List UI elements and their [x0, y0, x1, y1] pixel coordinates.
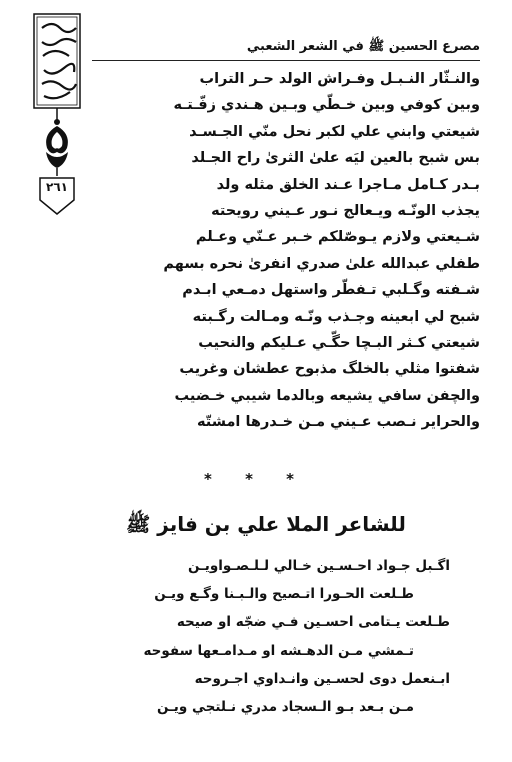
verse-line: تـمشي مـن الدهـشه او مـدامـعها سفوحه [143, 642, 414, 659]
running-header: مصرع الحسين ﷺ في الشعر الشعبي [92, 36, 480, 61]
verse-line: بس شبح بالعين ليَه علىٰ الثرىٰ راح الجـلد [191, 150, 480, 167]
verse-line: ابـنعمل دوى لحسـين وانـداوي اجـروحه [194, 670, 450, 687]
section-separator: * * * [204, 470, 308, 488]
verse-line: شـيعتي ولازم يـوصّلكم خـبر عـنّي وعـلم [195, 229, 480, 246]
verse-line: طفلي عبدالله علىٰ صدري انفرىٰ نحره بسهم [163, 255, 480, 272]
verse-line: طـلعت الحـورا اتـصيح والـبـنا وگـع ويـن [154, 586, 414, 603]
verse-line: طـلعت يـتامى احسـين فـي ضجّه او صيحه [176, 614, 450, 631]
verse-line: شيعتي وابني علي لكبر نحل منّي الجـسـد [189, 123, 480, 140]
page-ornament [28, 12, 88, 222]
section-title: للشاعر الملا علي بن فايز ﷺ [126, 512, 406, 536]
poem-1 [92, 66, 480, 435]
verse-line: والنـثّار النـبـل وفـراش الولد حـر التراب [199, 71, 480, 87]
verse-line: بـدر كـامل مـاجرا عـند الخلق مثله ولد [216, 176, 480, 193]
verse-line: وبين كوفي وبين خـطّي وبـين هـندي زفّـتـه [173, 97, 480, 114]
page-number: ٢٦١ [46, 180, 68, 194]
verse-line: والحراير نـصب عـيني مـن خـدرها امشتّه [196, 414, 480, 431]
verse-line: اگـبل جـواد احـسـين خـالي لـلـصـواويـن [188, 558, 450, 574]
verse-line: يجذب الونّـه ويـعالج نـور عـيني رويحته [211, 202, 480, 219]
verse-line: شبح لي ابعينه وجـذب ونّـه ومـالت رگـبته [192, 308, 480, 325]
verse-line: شيعتي كـثر البـچا حگّـي عـليكم والنحيب [198, 334, 480, 351]
verse-line: شفتوا مثلي بالخلگ مذبوح عطشان وغريب [179, 361, 480, 378]
verse-line: مـن بـعد بـو الـسجاد مدري نـلتجي ويـن [157, 698, 414, 715]
verse-line: والچفن سافي يشيعه وبالدما شيبي خـضيب [174, 387, 480, 404]
verse-line: شـفته وگـلبي تـفطّر واستهل دمـعي ابـدم [182, 282, 480, 299]
poem-2 [70, 552, 450, 721]
